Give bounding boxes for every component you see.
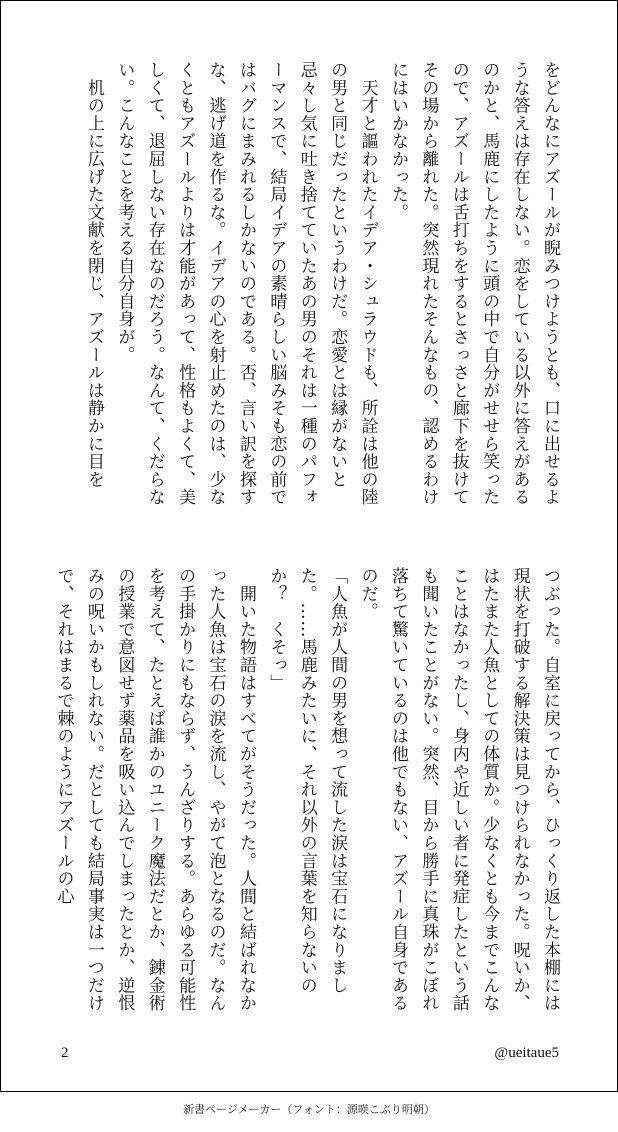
top-text-column-block xyxy=(53,61,565,515)
paragraph: 「人魚が人間の男を想って流した涙は宝石になりました。……馬鹿みたいに、それ以外の言葉を知らないのか？ くそっ」 xyxy=(266,567,348,995)
paragraph: をどんなにアズールが睨みつけようとも、口に出せるような答えは存在しない。恋をしている以外に答えがあるのかと、馬鹿にしたように頭の中で自分がせせら笑ったので、アズールは舌打ちをするとさっさと廊下を抜けてその場から離れた。突然現れたそんなもの、認めるわけにはいかなかった。 xyxy=(387,61,560,506)
paragraph: 天才と謳われたイデア・シュラウドも、所詮は他の陸の男と同じだったというわけだ。恋愛とは縁がないと忌々し気に吐き捨てていたあの男のそれは一種のパフォーマンスで、結局イデアの素晴らしい脳みそも恋の前ではバグにまみれるしかないのである。否、言い訳を探すな、逃げ道を作るな。イデアの心を射止めたのは、少なくともアズールよりは才能があって、性格もよくて、美しくて、退屈しない存在なのだろう。なんて、くだらない。こんなことを考える自分自身が。 xyxy=(114,61,378,506)
paragraph: 机の上に広げた文献を閉じ、アズールは静かに目を xyxy=(83,61,104,489)
paragraph: つぶった。自室に戻ってから、ひっくり返した本棚には現状を打破する解決策は見つけられなかった。呪いか、はたまた人魚としての体質か。少なくとも今までこんなことはなかったし、身内や近しい者に発症したという話も聞いたことがない。突然、目から勝手に真珠がこぼれ落ちて驚いているのは他でもない、アズール自身であるのだ。 xyxy=(357,567,560,1012)
page-number: 2 xyxy=(61,1045,69,1061)
generator-credit: 新書ページメーカー（フォント：源暎こぶり明朝） xyxy=(183,1103,435,1116)
paragraph: 開いた物語はすべてがそうだった。人間と結ばれなかった人魚は宝石の涙を流し、やがて泡となるのだ。なんの手掛かりにもならず、うんざりする。あらゆる可能性を考えて、たとえば誰かのユニーク魔法だとか、錬金術の授業で意図せず薬品を吸い込んでしまったとか、逆恨みの呪いかもしれない。だとしても結局事実は一つだけで、それはまるで棘のようにアズールの心 xyxy=(53,567,256,1012)
author-handle: @ueitaue5 xyxy=(494,1045,559,1061)
bottom-text-column-block xyxy=(53,567,565,1021)
